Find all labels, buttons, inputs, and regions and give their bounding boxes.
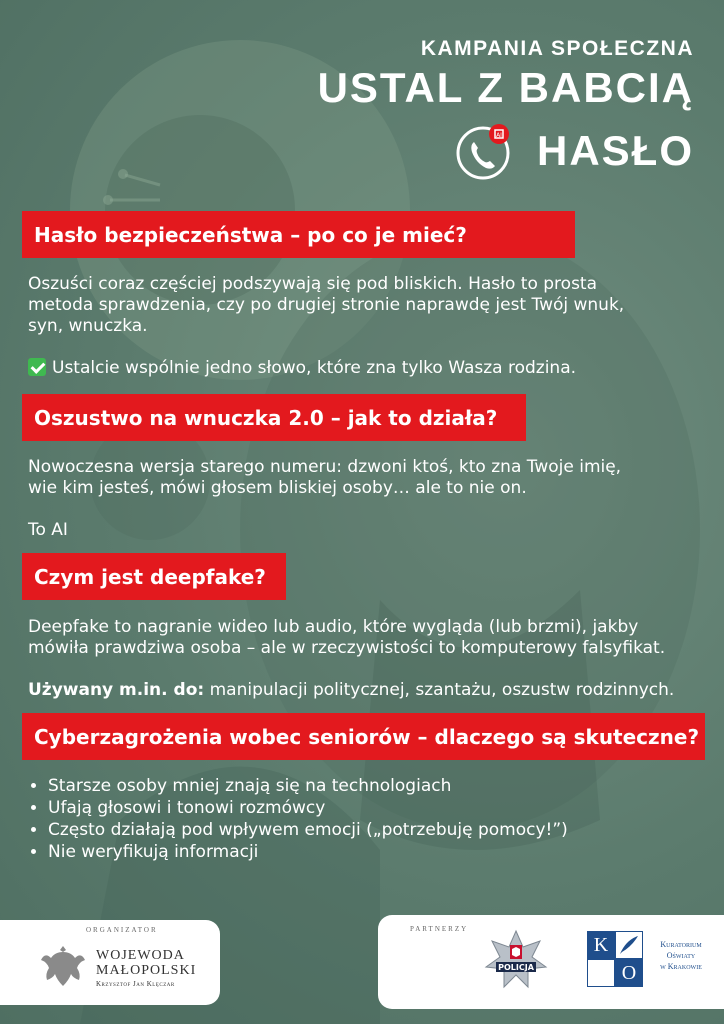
wojewoda-line2: MAŁOPOLSKI	[96, 963, 197, 978]
campaign-title-line1: USTAL Z BABCIĄ	[317, 64, 694, 111]
wojewoda-person: Krzysztof Jan Klęczar	[96, 980, 175, 988]
kurator-text	[646, 939, 716, 972]
kurator-line2: Oświaty	[666, 951, 696, 960]
phone-alert-icon	[453, 120, 515, 182]
section-body-password	[28, 274, 624, 337]
organizer-label: ORGANIZATOR	[86, 926, 158, 934]
usage-text: manipulacji politycznej, szantażu, oszustw rodzinnych.	[204, 680, 675, 700]
ai-note: To AI	[28, 520, 68, 540]
tip-text: Ustalcie wspólnie jedno słowo, które zna tylko Wasza rodzina.	[52, 358, 577, 378]
wojewoda-name-block	[96, 948, 196, 990]
section-heading-grandchild-scam: Oszustwo na wnuczka 2.0 – jak to działa?	[22, 394, 526, 441]
eagle-emblem-icon	[40, 942, 86, 992]
kurator-logo-k: K	[587, 931, 615, 959]
police-badge-icon	[484, 929, 548, 993]
svg-text:AI: AI	[496, 132, 502, 139]
usage-label: Używany m.in. do:	[28, 680, 205, 700]
password-tip	[28, 358, 576, 379]
kurator-logo-quill	[615, 931, 643, 959]
cyberthreats-list	[30, 775, 568, 863]
list-item: • Starsze osoby mniej znają się na technologiach	[48, 775, 568, 797]
body-line: wie kim jesteś, mówi głosem bliskiej osoby… ale to nie on.	[28, 478, 527, 498]
body-line: Oszuści coraz częściej podszywają się pod bliskich. Hasło to prosta	[28, 274, 598, 294]
section-heading-deepfake: Czym jest deepfake?	[22, 553, 286, 600]
checkmark-icon	[28, 358, 46, 376]
campaign-kicker: KAMPANIA SPOŁECZNA	[420, 37, 694, 60]
body-line: syn, wnuczka.	[28, 316, 148, 336]
wojewoda-line1: WOJEWODA	[96, 948, 185, 963]
police-label: POLICJA	[498, 963, 534, 972]
kurator-line3: w Krakowie	[660, 962, 702, 971]
kurator-logo-o: O	[615, 959, 643, 987]
title-row	[318, 120, 694, 182]
campaign-title-line2: HASŁO	[537, 127, 694, 174]
campaign-header	[318, 36, 694, 182]
body-line: Deepfake to nagranie wideo lub audio, które wygląda (lub brzmi), jakby	[28, 617, 639, 637]
body-line: metoda sprawdzenia, czy po drugiej stronie naprawdę jest Twój wnuk,	[28, 295, 625, 315]
partners-card	[378, 915, 724, 1009]
section-heading-password: Hasło bezpieczeństwa – po co je mieć?	[22, 211, 575, 258]
body-line: Nowoczesna wersja starego numeru: dzwoni ktoś, kto zna Twoje imię,	[28, 457, 622, 477]
partners-label: PARTNERZY	[410, 925, 469, 933]
list-item: • Nie weryfikują informacji	[48, 841, 568, 863]
kurator-line1: Kuratorium	[660, 940, 702, 949]
quill-icon	[616, 932, 642, 958]
list-item: • Ufają głosowi i tonowi rozmówcy	[48, 797, 568, 819]
deepfake-usage	[28, 680, 674, 701]
organizer-card	[0, 920, 220, 1005]
kurator-logo-empty	[587, 959, 615, 987]
body-line: mówiła prawdziwa osoba – ale w rzeczywistości to komputerowy falsyfikat.	[28, 638, 666, 658]
list-item: • Często działają pod wpływem emocji („potrzebuję pomocy!”)	[48, 819, 568, 841]
section-heading-cyberthreats: Cyberzagrożenia wobec seniorów – dlaczego są skuteczne?	[22, 713, 705, 760]
section-body-grandchild-scam	[28, 457, 621, 499]
section-body-deepfake	[28, 617, 665, 659]
